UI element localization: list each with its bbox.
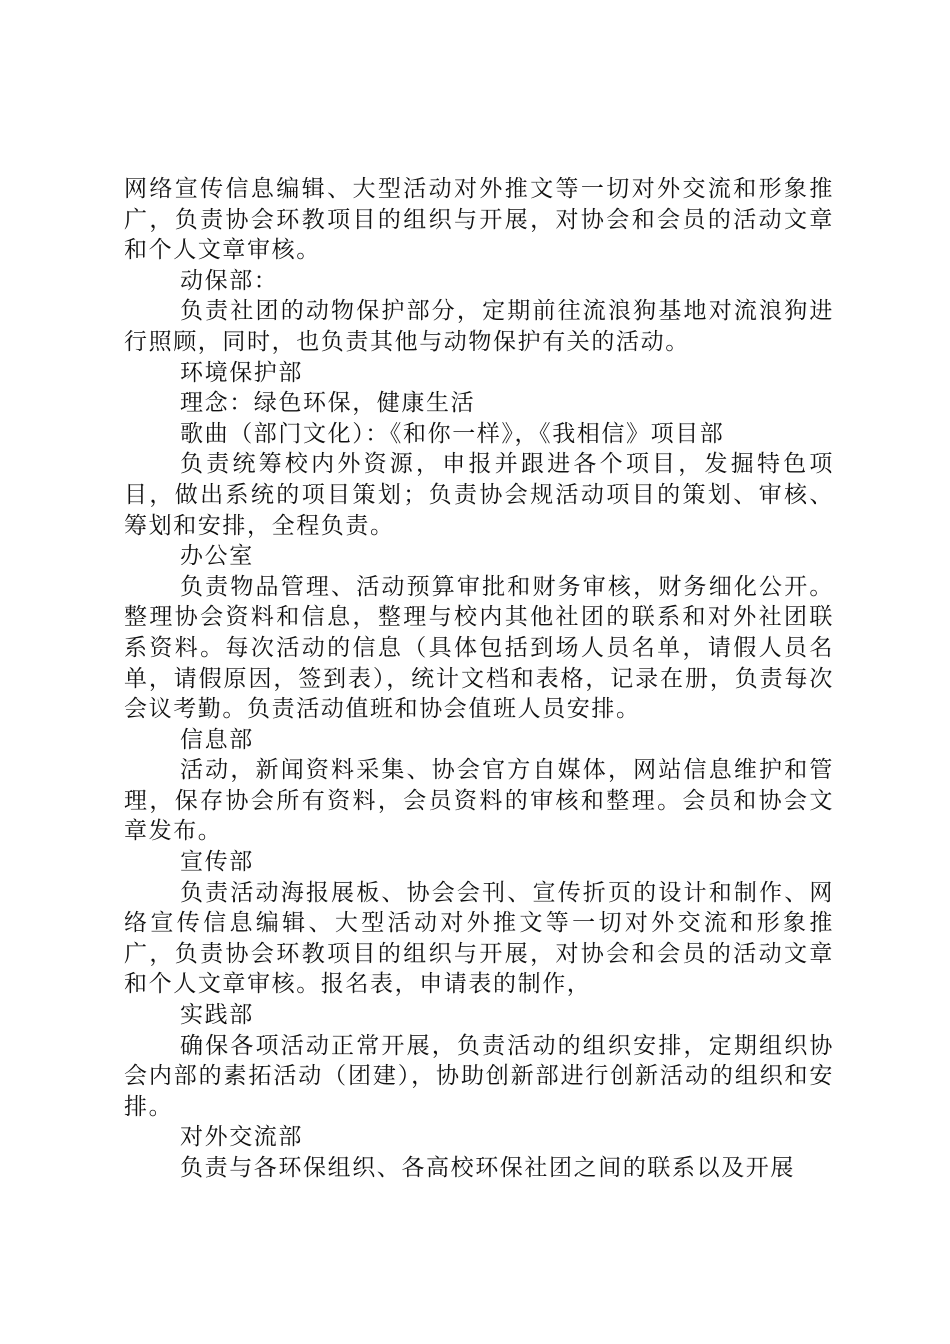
paragraph: 负责活动海报展板、协会会刊、宣传折页的设计和制作、网络宣传信息编辑、大型活动对外推文等一切对外交流和形象推广，负责协会环教项目的组织与开展，对协会和会员的活动文章和个人文章审核。报名表，申请表的制作，: [124, 879, 834, 998]
paragraph: 负责与各环保组织、各高校环保社团之间的联系以及开展: [180, 1155, 795, 1181]
section-heading-information: 信息部: [180, 726, 254, 753]
paragraph: 确保各项活动正常开展，负责活动的组织安排，定期组织协会内部的素拓活动（团建），协助创新部进行创新活动的组织和安排。: [124, 1032, 834, 1120]
paragraph: 活动，新闻资料采集、协会官方自媒体，网站信息维护和管理，保存协会所有资料，会员资料的审核和整理。会员和协会文章发布。: [124, 757, 834, 845]
section-heading-office: 办公室: [180, 543, 254, 570]
paragraph: 歌曲（部门文化）：《和你一样》，《我相信》项目部: [180, 420, 725, 447]
paragraph: 负责社团的动物保护部分，定期前往流浪狗基地对流浪狗进行照顾，同时，也负责其他与动物保护有关的活动。: [124, 298, 834, 355]
section-heading-publicity: 宣传部: [180, 849, 254, 876]
section-heading-practice: 实践部: [180, 1002, 254, 1029]
paragraph: 负责物品管理、活动预算审批和财务审核，财务细化公开。整理协会资料和信息，整理与校内其他社团的联系和对外社团联系资料。每次活动的信息（具体包括到场人员名单，请假人员名单，请假原因，签到表），统计文档和表格，记录在册，负责每次会议考勤。负责活动值班和协会值班人员安排。: [124, 573, 834, 723]
section-heading-animal-protection: 动保部：: [180, 267, 279, 294]
section-heading-environment: 环境保护部: [180, 359, 303, 386]
paragraph: 负责统筹校内外资源，申报并跟进各个项目，发掘特色项目，做出系统的项目策划；负责协会规活动项目的策划、审核、筹划和安排，全程负责。: [124, 451, 834, 539]
document-body: [124, 174, 834, 1184]
paragraph: 网络宣传信息编辑、大型活动对外推文等一切对外交流和形象推广，负责协会环教项目的组织与开展，对协会和会员的活动文章和个人文章审核。: [124, 176, 834, 264]
section-heading-external-relations: 对外交流部: [180, 1124, 303, 1151]
paragraph: 理念：绿色环保，健康生活: [180, 390, 476, 417]
